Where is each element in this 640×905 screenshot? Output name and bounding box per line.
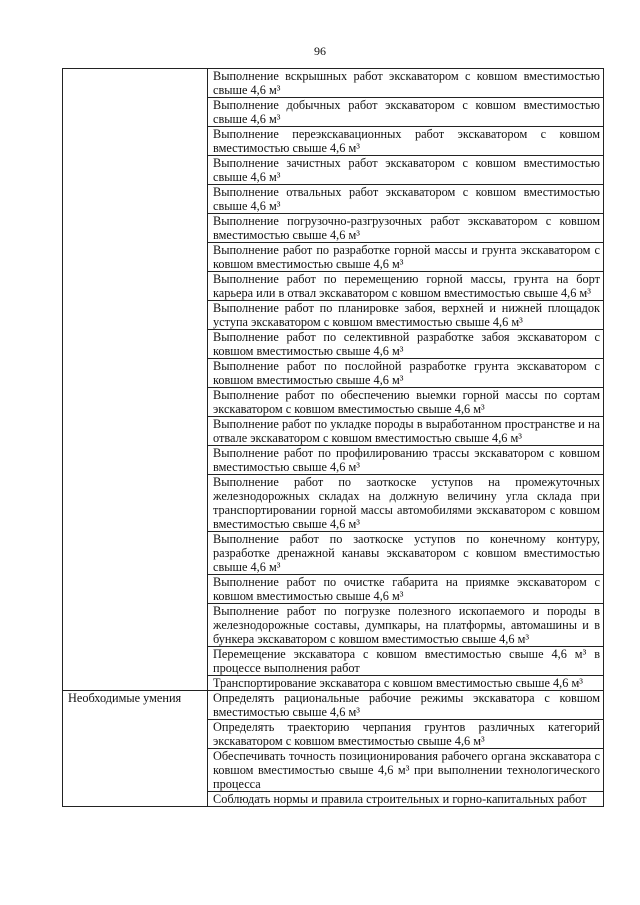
skill-cell: Определять рациональные рабочие режимы экскаватора с ковшом вместимостью свыше 4,6 м³	[208, 691, 604, 720]
labor-action-cell: Выполнение работ по послойной разработке грунта экскаватором с ковшом вместимостью свыше 4,6 м³	[208, 359, 604, 388]
labor-action-cell: Выполнение работ по обеспечению выемки горной массы по сортам экскаватором с ковшом вместимостью свыше 4,6 м³	[208, 388, 604, 417]
labor-action-cell: Выполнение вскрышных работ экскаватором с ковшом вместимостью свыше 4,6 м³	[208, 69, 604, 98]
labor-action-cell: Выполнение работ по очистке габарита на приямке экскаватором с ковшом вместимостью свыше 4,6 м³	[208, 575, 604, 604]
labor-action-cell: Перемещение экскаватора с ковшом вместимостью свыше 4,6 м³ в процессе выполнения работ	[208, 647, 604, 676]
labor-action-cell: Выполнение работ по заоткоске уступов на промежуточных железнодорожных складах на должную величину угла склада при транспортировании горной массы автомобилями экскаватором с ковшом вместимостью свыше 4,6 м³	[208, 475, 604, 532]
labor-action-cell: Выполнение зачистных работ экскаватором с ковшом вместимостью свыше 4,6 м³	[208, 156, 604, 185]
labor-action-cell: Выполнение работ по перемещению горной массы, грунта на борт карьера или в отвал экскаватором с ковшом вместимостью свыше 4,6 м³	[208, 272, 604, 301]
skill-cell: Определять траекторию черпания грунтов различных категорий экскаватором с ковшом вместимостью свыше 4,6 м³	[208, 720, 604, 749]
competency-table	[62, 68, 604, 807]
labor-action-cell: Выполнение работ по заоткоске уступов по конечному контуру, разработке дренажной канавы экскаватором с ковшом вместимостью свыше 4,6 м³	[208, 532, 604, 575]
labor-action-cell: Выполнение работ по погрузке полезного ископаемого и породы в железнодорожные составы, думпкары, на платформы, автомашины и в бункера экскаватором с ковшом вместимостью свыше 4,6 м³	[208, 604, 604, 647]
table-row	[63, 691, 604, 720]
labor-action-cell: Выполнение отвальных работ экскаватором с ковшом вместимостью свыше 4,6 м³	[208, 185, 604, 214]
labor-action-cell: Выполнение добычных работ экскаватором с ковшом вместимостью свыше 4,6 м³	[208, 98, 604, 127]
table-row	[63, 69, 604, 98]
labor-action-cell: Выполнение работ по разработке горной массы и грунта экскаватором с ковшом вместимостью свыше 4,6 м³	[208, 243, 604, 272]
labor-action-cell: Выполнение работ по планировке забоя, верхней и нижней площадок уступа экскаватором с ковшом вместимостью свыше 4,6 м³	[208, 301, 604, 330]
skill-cell: Обеспечивать точность позиционирования рабочего органа экскаватора с ковшом вместимостью свыше 4,6 м³ при выполнении технологического процесса	[208, 749, 604, 792]
category-cell-empty	[63, 69, 208, 691]
labor-action-cell: Выполнение погрузочно-разгрузочных работ экскаватором с ковшом вместимостью свыше 4,6 м³	[208, 214, 604, 243]
skill-cell: Соблюдать нормы и правила строительных и горно-капитальных работ	[208, 792, 604, 807]
category-cell-skills: Необходимые умения	[63, 691, 208, 807]
labor-action-cell: Выполнение работ по профилированию трассы экскаватором с ковшом вместимостью свыше 4,6 м³	[208, 446, 604, 475]
labor-action-cell: Выполнение работ по селективной разработке забоя экскаватором с ковшом вместимостью свыше 4,6 м³	[208, 330, 604, 359]
labor-action-cell: Транспортирование экскаватора с ковшом вместимостью свыше 4,6 м³	[208, 676, 604, 691]
page-number: 96	[314, 44, 326, 58]
labor-action-cell: Выполнение переэкскавационных работ экскаватором с ковшом вместимостью свыше 4,6 м³	[208, 127, 604, 156]
labor-action-cell: Выполнение работ по укладке породы в выработанном пространстве и на отвале экскаватором с ковшом вместимостью свыше 4,6 м³	[208, 417, 604, 446]
